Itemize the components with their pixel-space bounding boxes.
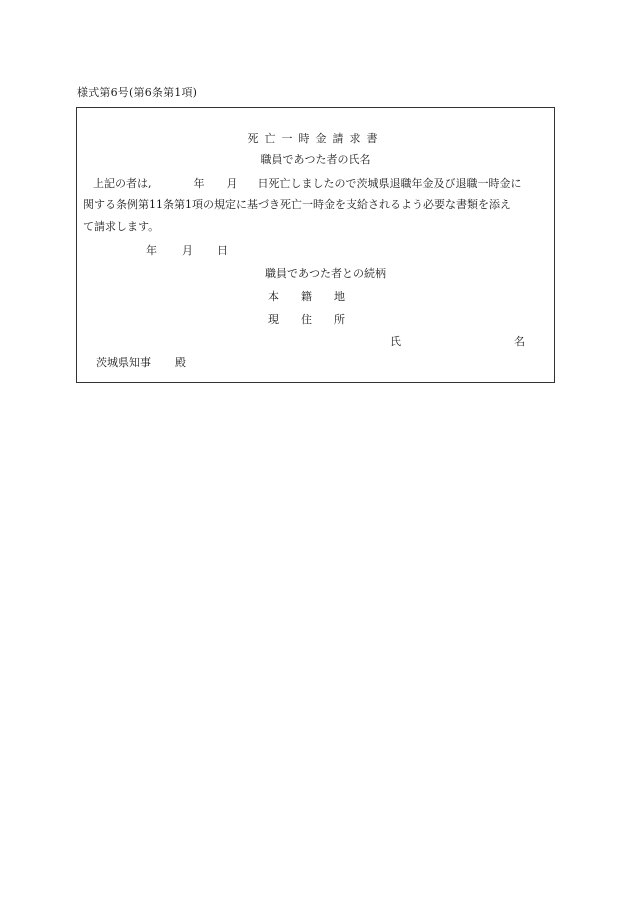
name-char-1: 氏 <box>390 335 401 348</box>
domicile-char-1: 本 <box>268 290 279 303</box>
name-char-2: 名 <box>514 335 525 348</box>
date-year-label: 年 <box>146 244 157 257</box>
addressee-honorific: 殿 <box>175 356 186 369</box>
form-number: 様式第6号(第6条第1項) <box>77 86 198 99</box>
domicile-char-2: 籍 <box>301 290 312 303</box>
date-month-label: 月 <box>182 244 193 257</box>
body-line-3: て請求します。 <box>83 220 160 233</box>
body-text-1b: 日死亡しましたので茨城県退職年金及び退職一時金に <box>257 177 522 190</box>
form-title: 死亡一時金請求書 <box>247 132 384 145</box>
domicile-label <box>268 291 345 302</box>
address-char-2: 住 <box>301 313 312 326</box>
claimant-name-label <box>390 336 525 347</box>
death-year-label: 年 <box>193 177 205 190</box>
body-line-1 <box>83 178 551 189</box>
body-text-1a: 上記の者は, <box>93 177 152 190</box>
deceased-name-label: 職員であつた者の氏名 <box>260 153 371 166</box>
body-line-2: 関する条例第11条第1項の規定に基づき死亡一時金を支給されるよう必要な書類を添え <box>83 198 511 211</box>
addressee-name: 茨城県知事 <box>96 356 151 369</box>
request-date <box>146 245 228 256</box>
address-char-3: 所 <box>334 313 345 326</box>
date-day-label: 日 <box>217 244 228 257</box>
relation-label: 職員であつた者との続柄 <box>265 267 386 280</box>
death-month-label: 月 <box>226 177 238 190</box>
domicile-char-3: 地 <box>334 290 345 303</box>
address-char-1: 現 <box>268 313 279 326</box>
addressee <box>96 357 186 368</box>
address-label <box>268 314 345 325</box>
request-form <box>76 107 555 383</box>
